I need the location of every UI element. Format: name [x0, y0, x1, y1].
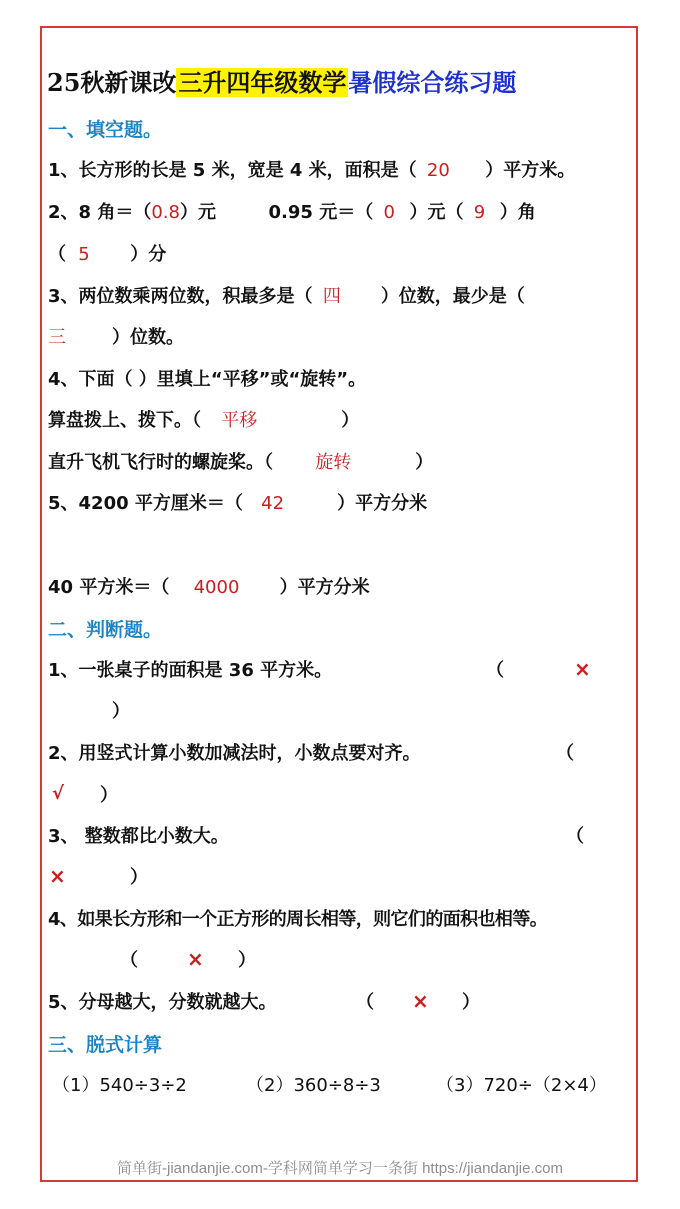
fill-q2-text-f: （ [48, 244, 66, 265]
fill-q1-tail: ）平方米。 [485, 160, 576, 181]
fill-q4-heading: 4、下面（ ）里填上“平移”或“旋转”。 [48, 369, 367, 390]
fill-q2-text-b: ）元 [179, 202, 216, 223]
fill-q4a-text: 算盘拨上、拨下。（ [48, 410, 201, 431]
fill-q1 [48, 159, 575, 183]
fill-q2-answer-4: 5 [78, 244, 90, 265]
title-highlight: 三升四年级数学 [178, 68, 347, 97]
judge-j3-open: （ [566, 826, 584, 847]
judge-j2-open: （ [556, 743, 574, 764]
fill-q3-cont [48, 326, 184, 350]
fill-q5-text: 5、4200 平方厘米＝（ [48, 493, 243, 514]
section-calc-heading: 三、脱式计算 [48, 1034, 163, 1056]
judge-j1-open: （ [486, 660, 504, 681]
judge-j3 [48, 825, 229, 849]
fill-q2-text-a: 2、8 角＝（ [48, 202, 152, 223]
fill-q2-cont [48, 243, 166, 267]
fill-q2-answer-3: 9 [473, 202, 486, 223]
calc-c2: （2）360÷8÷3 [246, 1075, 381, 1096]
fill-q5b-text: 40 平方米＝（ [48, 577, 170, 598]
judge-j3-text: 3、 整数都比小数大。 [48, 826, 229, 847]
judge-j5-cross-icon: × [412, 989, 429, 1013]
fill-q5b-answer: 4000 [193, 577, 240, 598]
judge-j5-open: （ [356, 992, 374, 1013]
judge-j4-close: ） [238, 950, 256, 971]
fill-q3-text: 3、两位数乘两位数，积最多是（ [48, 286, 313, 307]
page-title [47, 64, 516, 102]
fill-q1-answer: 20 [426, 160, 450, 181]
judge-j2-check-icon: √ [52, 783, 65, 804]
fill-q4b-tail: ） [415, 452, 434, 473]
title-suffix: 暑假综合练习题 [348, 68, 517, 97]
judge-j2-close: ） [100, 785, 118, 806]
judge-j2-text: 2、用竖式计算小数加减法时，小数点要对齐。 [48, 743, 421, 764]
judge-j4-text: 4、如果长方形和一个正方形的周长相等，则它们的面积也相等。 [48, 909, 548, 930]
judge-j3-close: ） [130, 867, 148, 888]
fill-q1-text: 1、长方形的长是 5 米，宽是 4 米，面积是（ [48, 160, 417, 181]
fill-q2-text-e: ）角 [499, 202, 536, 223]
judge-j5-text: 5、分母越大，分数就越大。 [48, 992, 277, 1013]
fill-q2-text-g: ）分 [130, 244, 167, 265]
judge-j4-cross-icon: × [187, 947, 204, 971]
fill-q2 [48, 201, 536, 225]
judge-j5-close: ） [462, 992, 480, 1013]
fill-q3-text-mid: ）位数，最少是（ [380, 286, 525, 307]
judge-j1-cross-icon: × [574, 657, 591, 681]
judge-j3-cross-icon: × [49, 864, 66, 888]
judge-j4 [48, 908, 547, 932]
judge-j2 [48, 742, 421, 766]
section-fill-heading: 一、填空题。 [48, 119, 163, 141]
calc-c1: （1）540÷3÷2 [52, 1075, 187, 1096]
section-judge-heading: 二、判断题。 [48, 619, 163, 641]
calc-c3: （3）720÷（2×4） [436, 1075, 607, 1096]
fill-q5-answer: 42 [261, 493, 285, 514]
judge-j5 [48, 991, 277, 1015]
fill-q4a [48, 409, 359, 433]
fill-q4b-text: 直升飞机飞行时的螺旋桨。（ [48, 452, 273, 473]
fill-q5 [48, 492, 427, 516]
fill-q3 [48, 285, 525, 309]
fill-q5b [48, 576, 370, 600]
fill-q4a-tail: ） [341, 410, 360, 431]
fill-q2-text-c: 0.95 元＝（ [268, 202, 374, 223]
fill-q3-answer-1: 四 [322, 286, 341, 307]
fill-q3-tail: ）位数。 [112, 327, 184, 348]
fill-q2-answer-2: 0 [383, 202, 395, 223]
fill-q4a-answer: 平移 [221, 410, 258, 431]
judge-j1-close: ） [112, 701, 130, 722]
title-prefix: 25秋新课改 [47, 68, 177, 97]
fill-q5-tail: ）平方分米 [337, 493, 428, 514]
judge-j1-text: 1、一张桌子的面积是 36 平方米。 [48, 660, 333, 681]
judge-j1 [48, 659, 332, 683]
fill-q4b [48, 451, 433, 475]
fill-q3-answer-2: 三 [48, 327, 66, 348]
fill-q2-answer-1: 0.8 [151, 202, 180, 223]
fill-q5b-tail: ）平方分米 [279, 577, 370, 598]
footer-watermark: 简单街-jiandanjie.com-学科网简单学习一条街 https://jiandanjie.com [117, 1160, 563, 1177]
fill-q4b-answer: 旋转 [315, 452, 352, 473]
fill-q2-text-d: ）元（ [409, 202, 464, 223]
judge-j4-open: （ [120, 950, 138, 971]
